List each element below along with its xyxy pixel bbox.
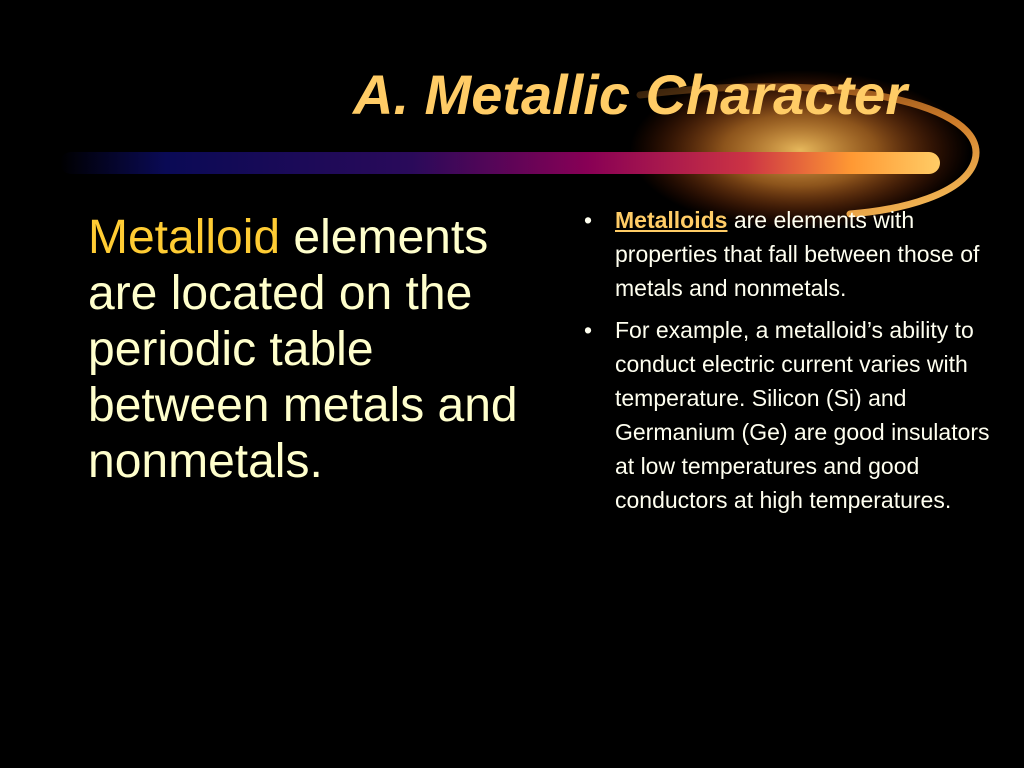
bullet-item-example xyxy=(580,313,1000,517)
bullet-dot: • xyxy=(584,207,593,233)
bullet-term: Metalloids xyxy=(615,207,728,233)
swoosh-bar xyxy=(60,152,940,174)
left-text-accent: Metalloid xyxy=(88,211,281,264)
bullet-list xyxy=(580,203,1000,525)
bullet-dot: • xyxy=(584,317,593,343)
bullet-text: are elements with properties that fall between those of metals and nonmetals. xyxy=(615,207,980,301)
slide-title: A. Metallic Character xyxy=(353,63,907,126)
left-text-body: elements are located on the periodic table between metals and nonmetals. xyxy=(88,211,518,488)
left-text xyxy=(88,210,528,490)
bullet-item-metalloids xyxy=(580,203,1000,305)
bullet-text: For example, a metalloid’s ability to conduct electric current varies with temperature. Silicon (Si) and Germanium (Ge) are good insulators at low temperatures and good conductors at high temperatures. xyxy=(615,317,990,513)
